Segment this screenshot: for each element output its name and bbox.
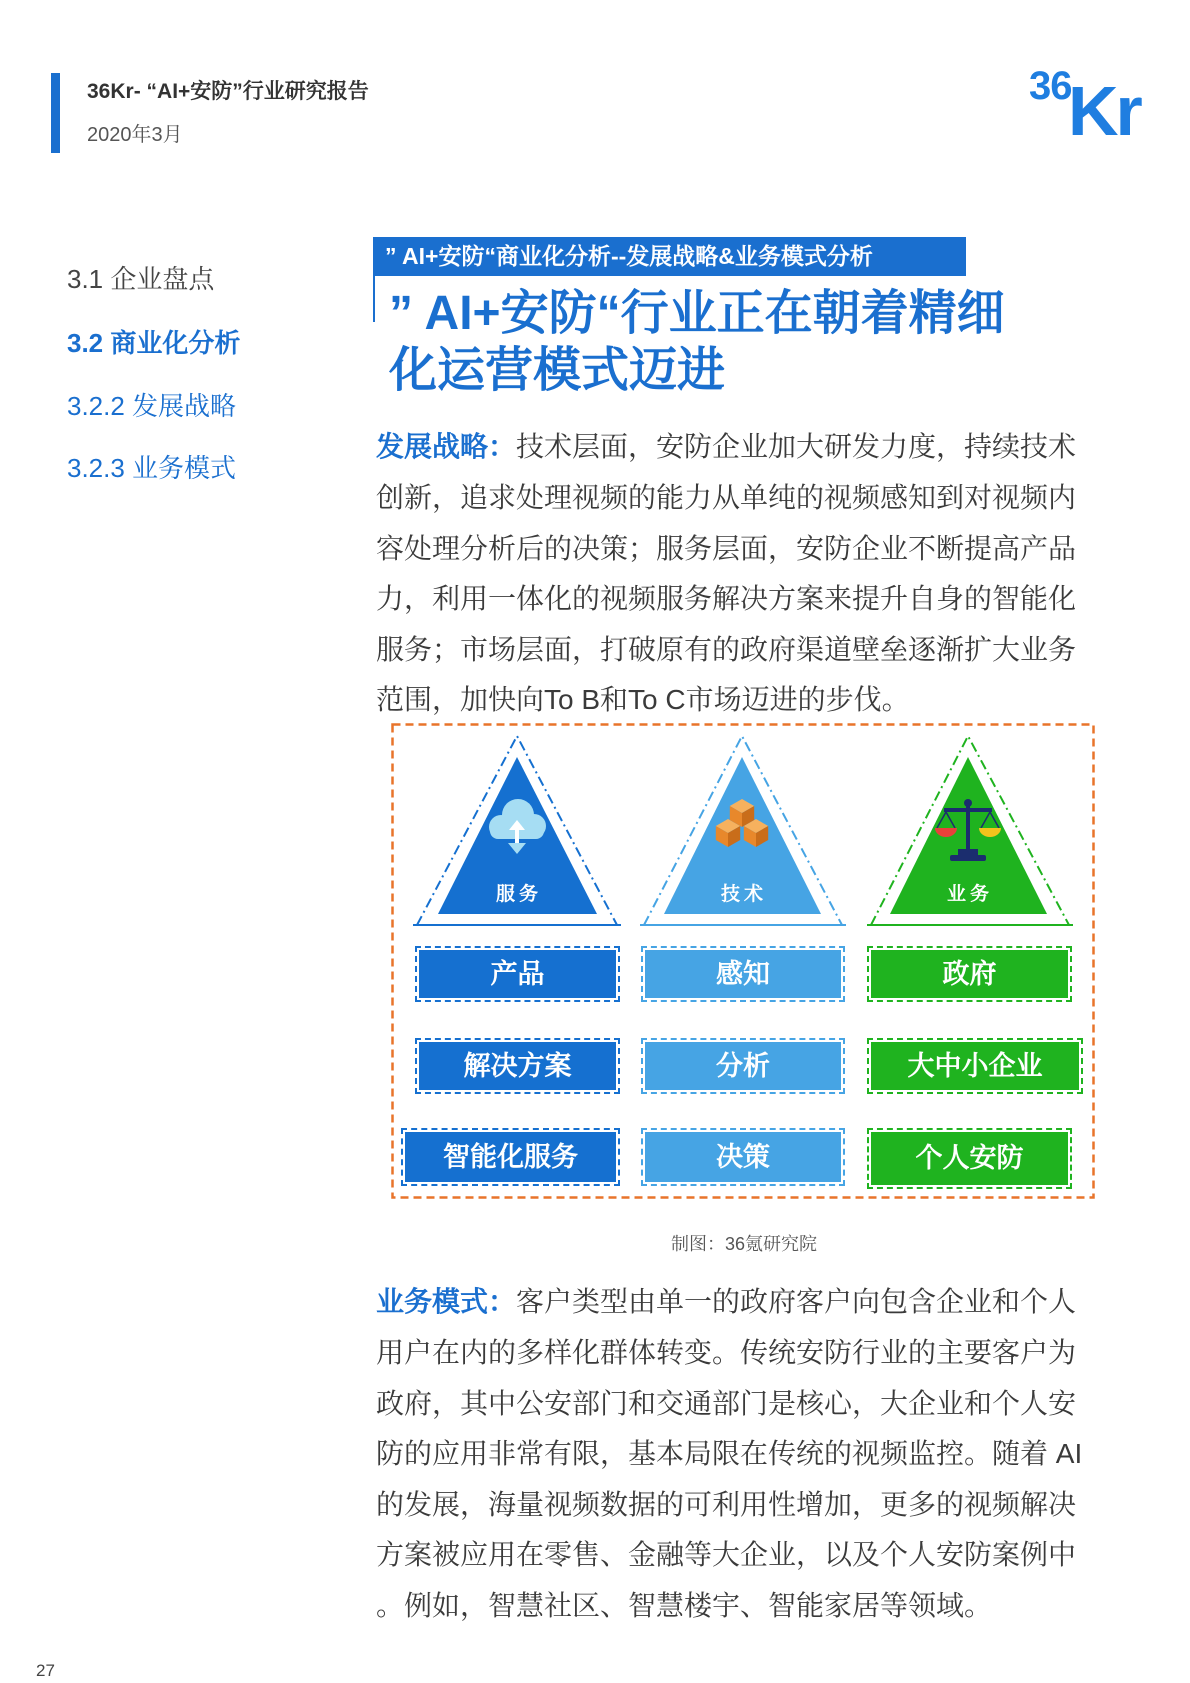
report-date: 2020年3月 bbox=[87, 124, 183, 146]
report-title: 36Kr- “AI+安防”行业研究报告 bbox=[87, 80, 369, 103]
section-tag bbox=[373, 237, 966, 276]
paragraph-lead: 业务模式： bbox=[376, 1286, 517, 1317]
paragraph-line: 力，利用一体化的视频服务解决方案来提升自身的智能化 bbox=[376, 583, 1077, 614]
paragraph-line: 防的应用非常有限，基本局限在传统的视频监控。随着 AI bbox=[376, 1438, 1083, 1469]
paragraph-line: 的发展，海量视频数据的可利用性增加，更多的视频解决 bbox=[376, 1489, 1077, 1520]
nav-item-3-2: 3.2 商业化分析 bbox=[67, 328, 241, 358]
section-tag-rule bbox=[373, 276, 375, 322]
box-personal-security: 个人安防 bbox=[871, 1132, 1068, 1185]
paragraph-line bbox=[376, 430, 1076, 464]
nav-item-3-1: 3.1 企业盘点 bbox=[67, 264, 215, 294]
box-product: 产品 bbox=[419, 950, 616, 998]
box-smart-service: 智能化服务 bbox=[405, 1132, 616, 1182]
triangle-label-business: 业务 bbox=[946, 884, 994, 905]
paragraph-line: 用户在内的多样化群体转变。传统安防行业的主要客户为 bbox=[376, 1337, 1077, 1368]
column-business bbox=[867, 736, 1073, 925]
header-accent-bar bbox=[51, 73, 60, 153]
box-government: 政府 bbox=[871, 950, 1068, 998]
column-technology bbox=[640, 736, 846, 925]
nav-item-3-2-3: 3.2.3 业务模式 bbox=[67, 453, 237, 483]
nav-item-3-2-2: 3.2.2 发展战略 bbox=[67, 391, 237, 421]
paragraph-line: 服务；市场层面，打破原有的政府渠道壁垒逐渐扩大业务 bbox=[376, 634, 1077, 665]
paragraph-line: 范围，加快向To B和To C市场迈进的步伐。 bbox=[376, 684, 910, 715]
heading-line: ” AI+安防“行业正在朝着精细 bbox=[389, 287, 1005, 340]
paragraph-text: 技术层面，安防企业加大研发力度，持续技术 bbox=[516, 431, 1077, 462]
box-analysis: 分析 bbox=[645, 1042, 841, 1090]
paragraph-line: 容处理分析后的决策；服务层面，安防企业不断提高产品 bbox=[376, 533, 1077, 564]
triangle-label-service: 服务 bbox=[495, 884, 543, 905]
logo-letters: Kr bbox=[1068, 72, 1140, 150]
strategy-diagram bbox=[391, 723, 1095, 1199]
paragraph-line: 创新，追求处理视频的能力从单纯的视频感知到对视频内 bbox=[376, 482, 1077, 513]
box-solution: 解决方案 bbox=[419, 1042, 616, 1090]
paragraph-line: 政府，其中公安部门和交通部门是核心，大企业和个人安 bbox=[376, 1388, 1077, 1419]
logo-digits: 36 bbox=[1029, 64, 1072, 108]
triangle-label-technology: 技术 bbox=[720, 884, 768, 905]
box-perception: 感知 bbox=[645, 950, 841, 998]
page-number: 27 bbox=[36, 1661, 55, 1680]
figure-caption: 制图：36氪研究院 bbox=[670, 1234, 818, 1254]
paragraph-lead: 发展战略： bbox=[376, 431, 517, 462]
section-tag-label: ” AI+安防“商业化分析--发展战略&业务模式分析 bbox=[385, 243, 873, 269]
paragraph-line: 。例如，智慧社区、智慧楼宇、智能家居等领域。 bbox=[376, 1590, 993, 1621]
box-decision: 决策 bbox=[645, 1132, 841, 1182]
paragraph-text: 客户类型由单一的政府客户向包含企业和个人 bbox=[516, 1286, 1077, 1317]
heading-line: 化运营模式迈进 bbox=[389, 344, 726, 397]
box-enterprise: 大中小企业 bbox=[871, 1042, 1079, 1090]
paragraph-line bbox=[376, 1285, 1076, 1319]
paragraph-line: 方案被应用在零售、金融等大企业，以及个人安防案例中 bbox=[376, 1539, 1077, 1570]
column-service bbox=[413, 736, 621, 925]
